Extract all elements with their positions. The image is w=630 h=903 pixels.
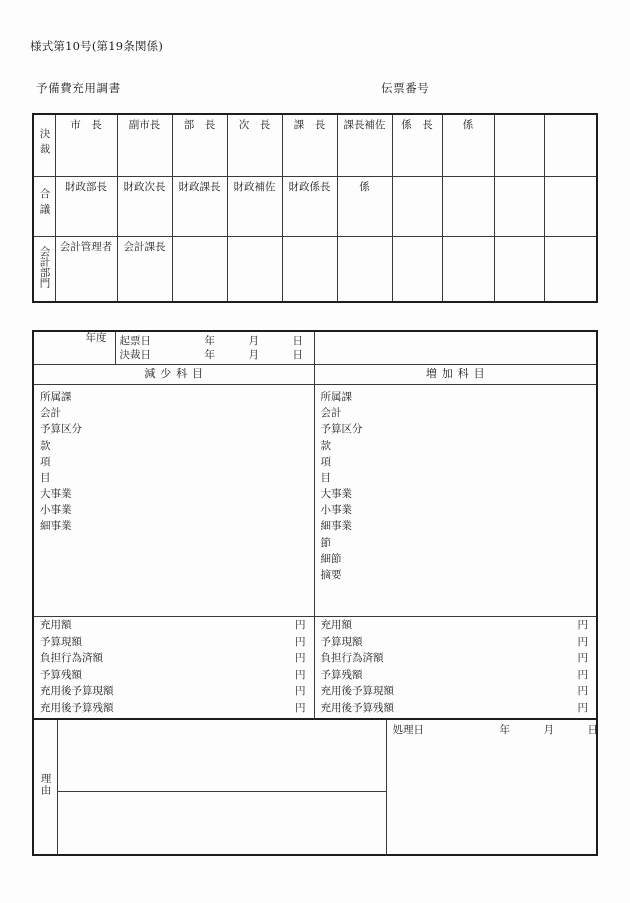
approver-cell-kacho[interactable]: 課 長 — [282, 114, 337, 176]
amount-unit: 円 — [577, 701, 588, 714]
amount-row-group — [33, 617, 597, 722]
gougi-cell-blank-4[interactable] — [544, 176, 597, 236]
list-item: 款 — [320, 439, 331, 452]
approver-cell-jicho[interactable]: 次 長 — [227, 114, 282, 176]
amount-label: 予算現額 — [40, 635, 82, 648]
kessai-date-label: 決裁日 — [119, 349, 151, 362]
slip-number-label: 伝票番号 — [381, 81, 430, 95]
amount-unit: 円 — [295, 701, 306, 714]
list-item: 節 — [320, 536, 331, 549]
processing-date-cell[interactable] — [386, 719, 597, 855]
amount-label: 充用額 — [40, 619, 72, 632]
table-row — [33, 114, 597, 176]
list-item: 会計 — [40, 407, 61, 420]
date-row-blank-cell[interactable] — [314, 331, 597, 365]
list-item: 目 — [320, 471, 331, 484]
amount-unit: 円 — [295, 619, 306, 632]
approver-cell-bucho[interactable]: 部 長 — [172, 114, 227, 176]
kessai-date-line — [120, 348, 314, 362]
kaikei-cell-blank-1[interactable] — [172, 236, 227, 302]
processing-date-label: 処理日 — [392, 724, 424, 736]
increase-item-list[interactable] — [314, 385, 597, 617]
row-header-kessai — [33, 114, 55, 176]
amount-unit: 円 — [295, 668, 306, 681]
amount-row — [40, 617, 314, 634]
reason-input-upper[interactable] — [57, 719, 386, 791]
gougi-cell-zaiseibucho[interactable]: 財政部長 — [55, 176, 117, 236]
kaikei-cell-blank-2[interactable] — [227, 236, 282, 302]
amount-unit: 円 — [577, 668, 588, 681]
amount-unit: 円 — [295, 685, 306, 698]
kaikei-cell-blank-3[interactable] — [282, 236, 337, 302]
amount-label: 予算残額 — [40, 668, 82, 681]
reason-processing-table — [32, 718, 598, 856]
approver-cell-kachohosa[interactable]: 課長補佐 — [337, 114, 392, 176]
row-header-kaikeibumon-label: 会計部門 — [38, 245, 51, 288]
amount-unit: 円 — [295, 652, 306, 665]
list-item: 予算区分 — [40, 423, 82, 436]
list-item: 項 — [320, 455, 331, 468]
kihyo-date-year: 年 — [204, 335, 215, 347]
approver-cell-blank-2[interactable] — [544, 114, 597, 176]
fiscal-year-cell[interactable]: 年度 — [33, 331, 115, 365]
list-item: 項 — [40, 455, 51, 468]
amount-label: 充用後予算残額 — [40, 701, 114, 714]
form-code: 様式第10号(第19条関係) — [30, 39, 164, 53]
date-row — [33, 331, 597, 365]
reason-input-lower[interactable] — [57, 791, 386, 855]
amount-unit: 円 — [577, 652, 588, 665]
amount-unit: 円 — [577, 635, 588, 648]
list-item: 細節 — [320, 552, 342, 565]
amount-label: 充用後予算現額 — [320, 685, 394, 698]
row-header-kaikeibumon — [33, 236, 55, 302]
gougi-cell-blank-3[interactable] — [494, 176, 544, 236]
approver-cell-kakaricho[interactable]: 係 長 — [392, 114, 442, 176]
amount-row — [40, 650, 314, 667]
row-header-gougi — [33, 176, 55, 236]
list-item: 款 — [40, 439, 51, 452]
gougi-cell-zaiseihosa[interactable]: 財政補佐 — [227, 176, 282, 236]
list-item: 小事業 — [40, 504, 72, 517]
table-row — [33, 176, 597, 236]
row-header-kessai-label: 決裁 — [38, 127, 51, 159]
approver-cell-blank-1[interactable] — [494, 114, 544, 176]
decrease-amount-block[interactable] — [33, 617, 314, 722]
list-item: 所属課 — [320, 391, 352, 404]
list-item: 大事業 — [40, 488, 72, 501]
page-title: 予備費充用調書 — [36, 81, 121, 95]
amount-label: 予算残額 — [320, 668, 363, 681]
budget-detail-table — [32, 330, 598, 723]
kessai-date-day: 日 — [292, 349, 303, 362]
row-header-gougi-label: 合議 — [38, 188, 51, 220]
kihyo-date-month: 月 — [248, 335, 259, 347]
decrease-item-list[interactable] — [33, 385, 314, 617]
approval-stamp-table — [32, 113, 598, 303]
kaikei-cell-blank-4[interactable] — [337, 236, 392, 302]
gougi-cell-zaiseijicho[interactable]: 財政次長 — [117, 176, 172, 236]
amount-row — [40, 700, 314, 717]
list-item: 細事業 — [40, 520, 72, 533]
amount-label: 充用後予算現額 — [40, 685, 114, 698]
date-entry-cell[interactable] — [115, 331, 314, 365]
gougi-cell-blank-2[interactable] — [442, 176, 494, 236]
kaikei-cell-kanrisha[interactable]: 会計管理者 — [55, 236, 117, 302]
amount-row — [40, 634, 314, 651]
amount-row — [40, 683, 314, 700]
list-item: 目 — [40, 471, 51, 484]
gougi-cell-blank-1[interactable] — [392, 176, 442, 236]
amount-row — [321, 634, 597, 651]
kaikei-cell-blank-5[interactable] — [392, 236, 442, 302]
increase-section-heading: 増加科目 — [314, 365, 597, 385]
gougi-cell-zaiseikacho[interactable]: 財政課長 — [172, 176, 227, 236]
amount-label: 充用後予算残額 — [320, 701, 394, 714]
list-item: 細事業 — [320, 520, 352, 533]
kihyo-date-label: 起票日 — [119, 335, 151, 347]
reason-label: 理由 — [39, 773, 52, 797]
list-item: 予算区分 — [320, 423, 363, 436]
approver-cell-shicho[interactable]: 市 長 — [55, 114, 117, 176]
table-row — [33, 236, 597, 302]
decrease-section-heading: 減少科目 — [33, 365, 314, 385]
list-item: 摘要 — [320, 568, 342, 581]
amount-row — [40, 667, 314, 684]
amount-label: 負担行為済額 — [40, 652, 103, 665]
item-list-row — [33, 385, 597, 617]
kessai-date-month: 月 — [248, 349, 259, 362]
approver-cell-fukushicho[interactable]: 副市長 — [117, 114, 172, 176]
reason-label-cell — [33, 719, 57, 855]
processing-date-year: 年 — [499, 724, 510, 736]
amount-unit: 円 — [577, 685, 588, 698]
amount-label: 充用額 — [320, 619, 352, 632]
kihyo-date-line — [120, 334, 314, 348]
kaikei-cell-blank-6[interactable] — [442, 236, 494, 302]
amount-unit: 円 — [577, 619, 588, 632]
amount-row — [321, 650, 597, 667]
processing-date-day: 日 — [587, 724, 598, 736]
kaikei-cell-kacho[interactable]: 会計課長 — [117, 236, 172, 302]
table-row — [33, 719, 597, 791]
gougi-cell-kakari[interactable]: 係 — [337, 176, 392, 236]
section-heading-row — [33, 365, 597, 385]
gougi-cell-zaiseikakaricho[interactable]: 財政係長 — [282, 176, 337, 236]
increase-amount-block[interactable] — [314, 617, 597, 722]
amount-row — [321, 667, 597, 684]
kaikei-cell-blank-8[interactable] — [544, 236, 597, 302]
amount-row — [321, 617, 597, 634]
amount-row — [321, 683, 597, 700]
list-item: 会計 — [320, 407, 342, 420]
list-item: 小事業 — [320, 504, 352, 517]
amount-row — [321, 700, 597, 717]
kessai-date-year: 年 — [204, 349, 215, 362]
list-item: 所属課 — [40, 391, 72, 404]
amount-label: 予算現額 — [320, 635, 363, 648]
approver-cell-kakari[interactable]: 係 — [442, 114, 494, 176]
amount-label: 負担行為済額 — [320, 652, 384, 665]
list-item: 大事業 — [320, 488, 352, 501]
amount-unit: 円 — [295, 635, 306, 648]
kaikei-cell-blank-7[interactable] — [494, 236, 544, 302]
processing-date-month: 月 — [543, 724, 554, 736]
kihyo-date-day: 日 — [292, 335, 303, 347]
